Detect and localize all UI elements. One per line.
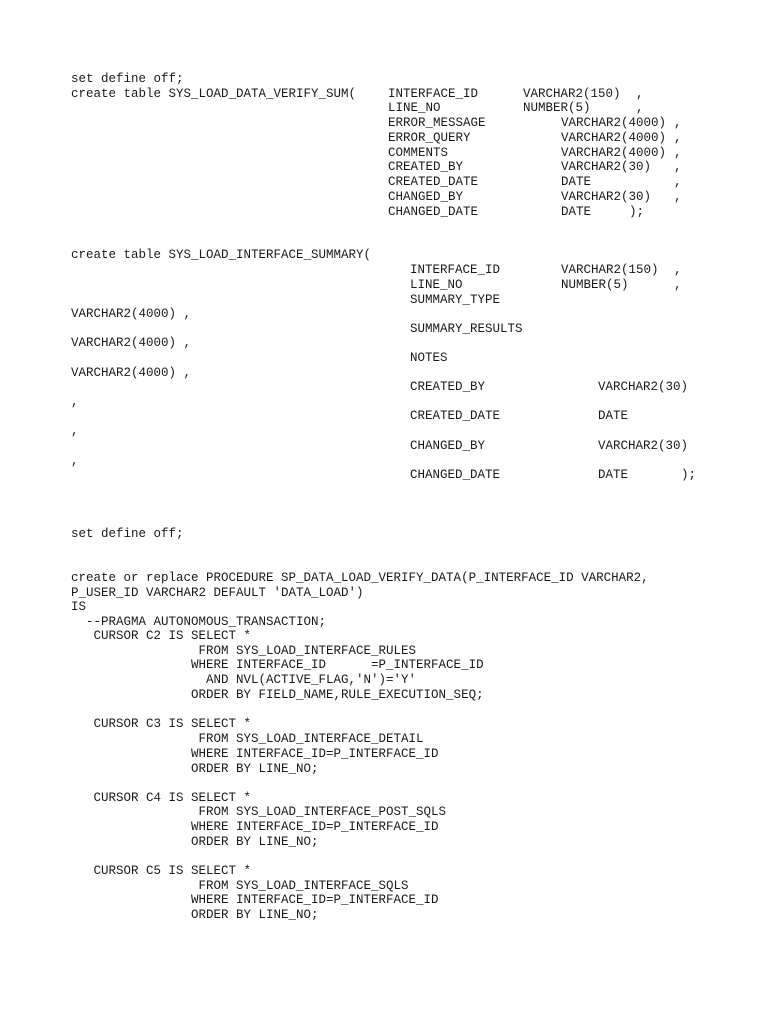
column-name: CREATED_BY <box>410 380 486 394</box>
code-line: set define off; <box>71 527 184 541</box>
column-name: NOTES <box>410 351 448 365</box>
column-type: NUMBER(5) <box>523 101 591 115</box>
code-line: FROM SYS_LOAD_INTERFACE_POST_SQLS <box>71 805 447 819</box>
column-type: VARCHAR2(4000) , <box>71 336 192 350</box>
code-line: FROM SYS_LOAD_INTERFACE_RULES <box>71 644 417 658</box>
code-line: ORDER BY LINE_NO; <box>71 835 319 849</box>
code-line: create table SYS_LOAD_INTERFACE_SUMMARY( <box>71 248 372 262</box>
code-line: set define off; <box>71 72 184 86</box>
column-separator: , <box>71 424 79 438</box>
column-type: VARCHAR2(4000) , <box>71 307 192 321</box>
column-name: LINE_NO <box>410 278 463 292</box>
column-type: DATE <box>561 205 592 219</box>
code-line: create table SYS_LOAD_DATA_VERIFY_SUM( <box>71 87 357 101</box>
column-name: CHANGED_DATE <box>388 205 479 219</box>
code-line: ORDER BY FIELD_NAME,RULE_EXECUTION_SEQ; <box>71 688 484 702</box>
column-name: SUMMARY_TYPE <box>410 293 501 307</box>
column-name: COMMENTS <box>388 146 449 160</box>
column-separator: , <box>636 87 644 101</box>
code-line: FROM SYS_LOAD_INTERFACE_DETAIL <box>71 732 424 746</box>
code-line: ORDER BY LINE_NO; <box>71 762 319 776</box>
column-type: VARCHAR2(30) <box>598 380 689 394</box>
column-type: VARCHAR2(30) <box>561 160 652 174</box>
column-separator: , <box>71 395 79 409</box>
code-line: WHERE INTERFACE_ID=P_INTERFACE_ID <box>71 820 439 834</box>
column-name: CREATED_BY <box>388 160 464 174</box>
column-name: CHANGED_BY <box>388 190 464 204</box>
column-name: CHANGED_BY <box>410 439 486 453</box>
code-line: CURSOR C3 IS SELECT * <box>71 717 252 731</box>
code-line: CURSOR C4 IS SELECT * <box>71 791 252 805</box>
column-separator: , <box>674 175 682 189</box>
column-name: ERROR_QUERY <box>388 131 471 145</box>
column-name: ERROR_MESSAGE <box>388 116 486 130</box>
column-type: VARCHAR2(4000) <box>561 146 667 160</box>
code-line: WHERE INTERFACE_ID=P_INTERFACE_ID <box>71 747 439 761</box>
column-separator: , <box>674 190 682 204</box>
column-separator: , <box>674 160 682 174</box>
column-separator: , <box>674 131 682 145</box>
column-type: VARCHAR2(30) <box>598 439 689 453</box>
column-type: NUMBER(5) <box>561 278 629 292</box>
code-line: FROM SYS_LOAD_INTERFACE_SQLS <box>71 879 409 893</box>
column-type: VARCHAR2(150) <box>561 263 659 277</box>
code-line: WHERE INTERFACE_ID=P_INTERFACE_ID <box>71 893 439 907</box>
column-name: CREATED_DATE <box>410 409 501 423</box>
code-line: ORDER BY LINE_NO; <box>71 908 319 922</box>
code-line: IS <box>71 600 87 614</box>
column-separator: , <box>71 454 79 468</box>
code-line: WHERE INTERFACE_ID =P_INTERFACE_ID <box>71 658 484 672</box>
column-type: VARCHAR2(150) <box>523 87 621 101</box>
code-line: AND NVL(ACTIVE_FLAG,'N')='Y' <box>71 673 417 687</box>
column-type: VARCHAR2(4000) , <box>71 366 192 380</box>
column-separator: , <box>674 146 682 160</box>
column-type: DATE <box>561 175 592 189</box>
column-type: VARCHAR2(4000) <box>561 116 667 130</box>
column-separator: , <box>636 101 644 115</box>
column-type: DATE <box>598 409 629 423</box>
column-name: INTERFACE_ID <box>388 87 479 101</box>
column-separator: , <box>674 263 682 277</box>
code-line: create or replace PROCEDURE SP_DATA_LOAD_VERIFY_DATA(P_INTERFACE_ID VARCHAR2, <box>71 571 649 585</box>
column-separator: , <box>674 116 682 130</box>
column-name: INTERFACE_ID <box>410 263 501 277</box>
column-type: VARCHAR2(30) <box>561 190 652 204</box>
code-line: CURSOR C2 IS SELECT * <box>71 629 252 643</box>
column-separator: ); <box>629 205 645 219</box>
code-line: --PRAGMA AUTONOMOUS_TRANSACTION; <box>71 615 327 629</box>
column-name: LINE_NO <box>388 101 441 115</box>
code-line: P_USER_ID VARCHAR2 DEFAULT 'DATA_LOAD') <box>71 586 364 600</box>
column-type: DATE <box>598 468 629 482</box>
column-name: CHANGED_DATE <box>410 468 501 482</box>
column-separator: ); <box>681 468 697 482</box>
code-line: CURSOR C5 IS SELECT * <box>71 864 252 878</box>
column-type: VARCHAR2(4000) <box>561 131 667 145</box>
column-separator: , <box>674 278 682 292</box>
column-name: SUMMARY_RESULTS <box>410 322 523 336</box>
column-name: CREATED_DATE <box>388 175 479 189</box>
